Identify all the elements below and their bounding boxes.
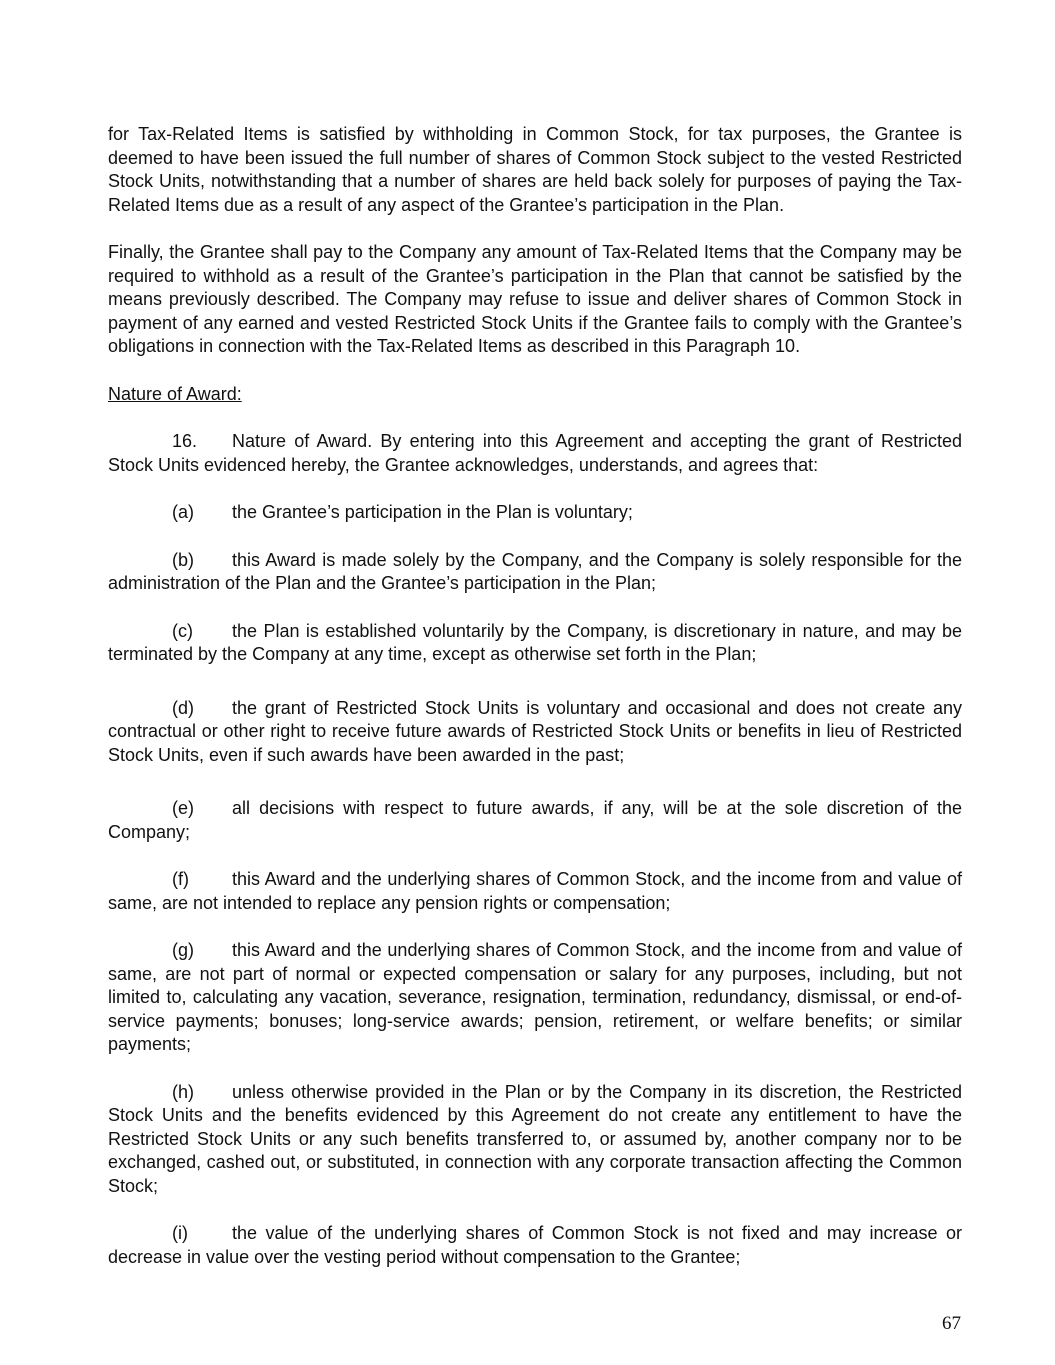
- list-item-a: [108, 501, 962, 525]
- list-item-d: [108, 697, 962, 768]
- section-16: [108, 430, 962, 477]
- item-text: this Award and the underlying shares of Common Stock, and the income from and value of same, are not part of normal or expected compensation or salary for any purposes, including, but not limited to, calculating any vacation, severance, resignation, termination, redundancy, dismissal, or end-of-service payments; bonuses; long-service awards; pension, retirement, or welfare benefits; or similar payments;: [108, 940, 962, 1054]
- item-text: the Grantee’s participation in the Plan is voluntary;: [232, 502, 633, 522]
- item-text: all decisions with respect to future awards, if any, will be at the sole discretion of the Company;: [108, 798, 962, 842]
- list-item-e: [108, 797, 962, 844]
- section-number: 16.: [172, 431, 198, 451]
- paragraph-tax-payment: Finally, the Grantee shall pay to the Company any amount of Tax-Related Items that the Company may be required to withhold as a result of the Grantee’s participation in the Plan that cannot be satisfied by the means previously described. The Company may refuse to issue and deliver shares of Common Stock in payment of any earned and vested Restricted Stock Units if the Grantee fails to comply with the Grantee’s obligations in connection with the Tax-Related Items as described in this Paragraph 10.: [108, 242, 962, 356]
- page-number: 67: [942, 1313, 961, 1334]
- item-label: (f): [172, 869, 189, 889]
- item-label: (h): [172, 1081, 194, 1102]
- paragraph-tax-withholding: for Tax-Related Items is satisfied by withholding in Common Stock, for tax purposes, the Grantee is deemed to have been issued the full number of shares of Common Stock subject to the vested Restricted Stock Units, notwithstanding that a number of shares are held back solely for purposes of paying the Tax-Related Items due as a result of any aspect of the Grantee’s participation in the Plan.: [108, 124, 962, 215]
- list-item-g: [108, 939, 962, 1057]
- list-item-h: [108, 1081, 962, 1199]
- item-text: the grant of Restricted Stock Units is voluntary and occasional and does not create any contractual or other right to receive future awards of Restricted Stock Units or benefits in lieu of Restricted Stock Units, even if such awards have been awarded in the past;: [108, 697, 962, 765]
- item-label: (c): [172, 620, 193, 641]
- section-heading: Nature of Award:: [108, 383, 242, 404]
- list-item-f: [108, 868, 962, 915]
- item-label: (e): [172, 798, 194, 818]
- item-label: (a): [172, 502, 194, 522]
- item-label: (d): [172, 697, 194, 718]
- item-label: (g): [172, 940, 194, 960]
- item-label: (i): [172, 1223, 188, 1243]
- item-text: this Award is made solely by the Company, and the Company is solely responsible for the administration of the Plan and the Grantee’s participation in the Plan;: [108, 549, 962, 593]
- document-body: [108, 123, 962, 1293]
- item-text: the value of the underlying shares of Common Stock is not fixed and may increase or decrease in value over the vesting period without compensation to the Grantee;: [108, 1223, 962, 1267]
- list-item-c: [108, 620, 962, 667]
- item-label: (b): [172, 549, 194, 570]
- list-item-i: [108, 1222, 962, 1269]
- section-text: Nature of Award. By entering into this Agreement and accepting the grant of Restricted Stock Units evidenced hereby, the Grantee acknowledges, understands, and agrees that:: [108, 431, 962, 475]
- item-text: the Plan is established voluntarily by the Company, is discretionary in nature, and may be terminated by the Company at any time, except as otherwise set forth in the Plan;: [108, 620, 962, 664]
- item-text: this Award and the underlying shares of Common Stock, and the income from and value of same, are not intended to replace any pension rights or compensation;: [108, 869, 962, 913]
- list-item-b: [108, 549, 962, 596]
- item-text: unless otherwise provided in the Plan or by the Company in its discretion, the Restricted Stock Units and the benefits evidenced by this Agreement do not create any entitlement to have the Restricted Stock Units or any such benefits transferred to, or assumed by, another company nor to be exchanged, cashed out, or substituted, in connection with any corporate transaction affecting the Common Stock;: [108, 1081, 962, 1196]
